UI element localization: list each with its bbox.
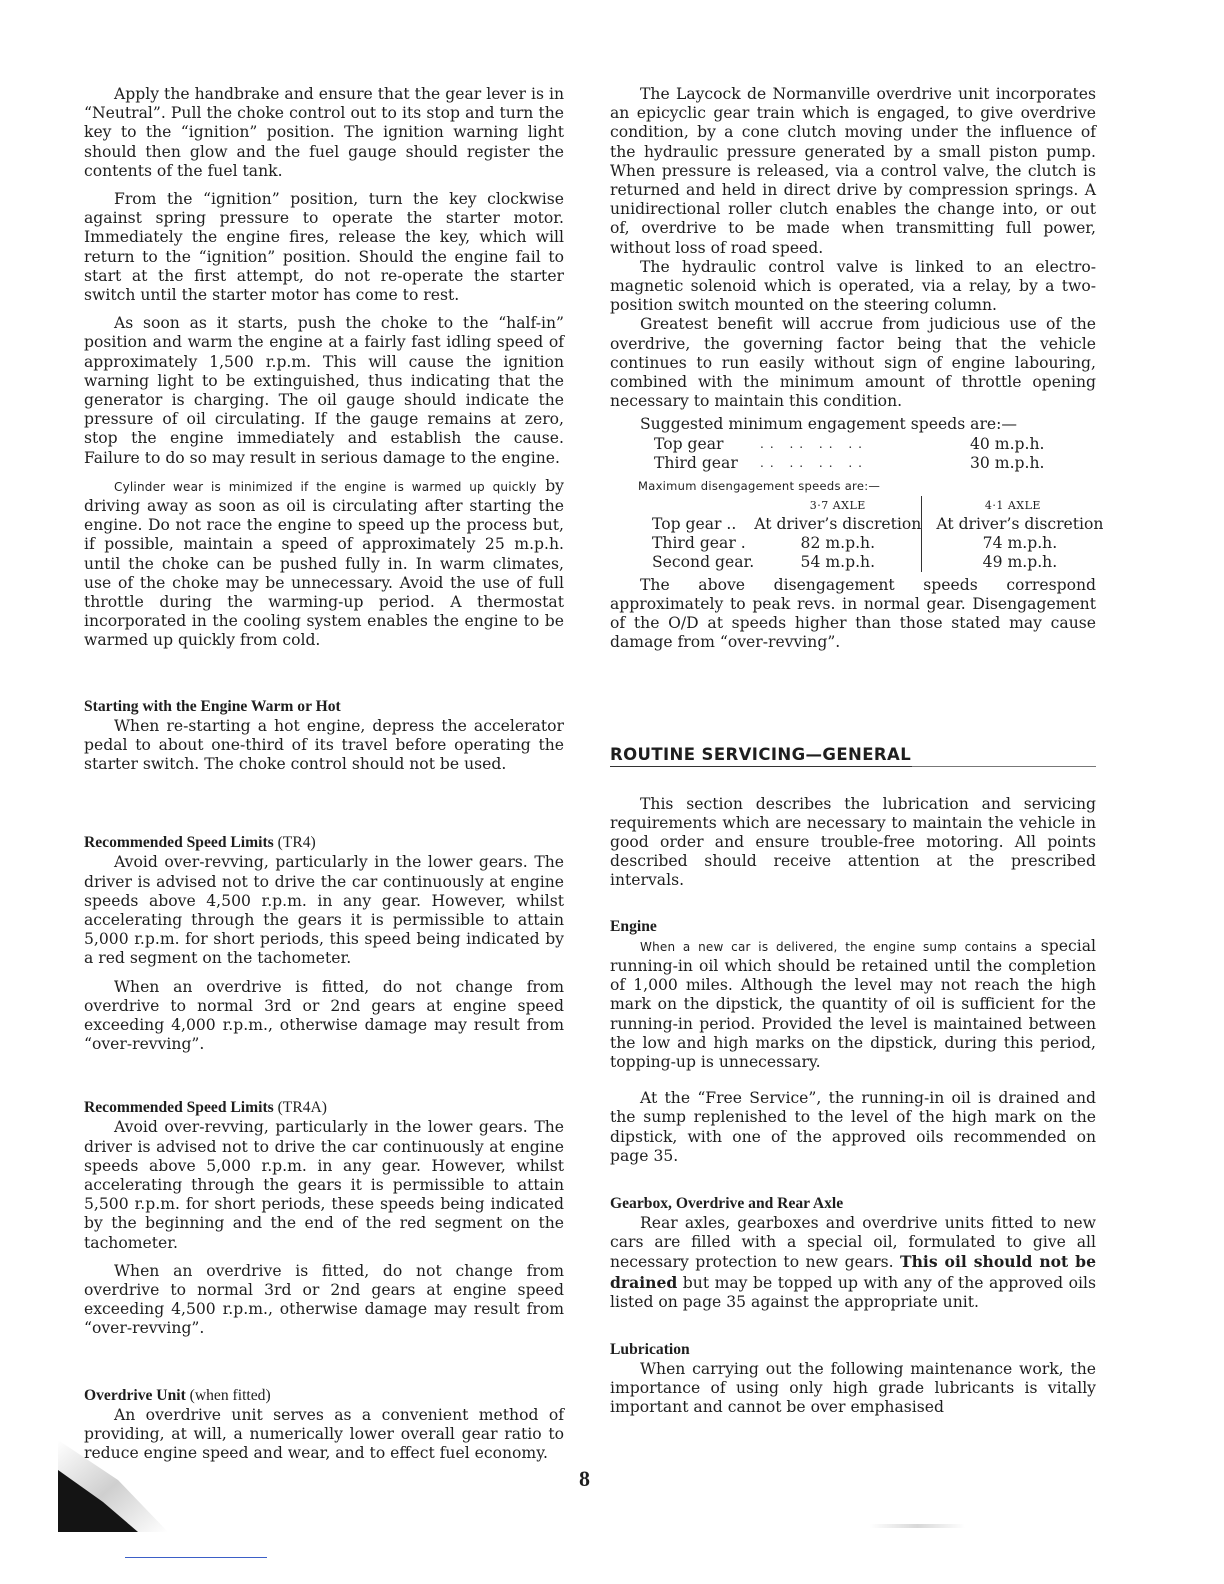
engine-lead: When a new car is delivered, the engine sump contains a — [640, 939, 1033, 954]
disengagement-speeds-table — [652, 496, 1103, 572]
heading-gearbox: Gearbox, Overdrive and Rear Axle — [610, 1194, 844, 1212]
disengagement-intro: Maximum disengagement speeds are:— — [638, 478, 881, 493]
paragraph-tr4-overdrive: When an overdrive is fitted, do not change from overdrive to normal 3rd or 2nd gears at engine speed exceeding 4,000 r.p.m., otherwise damage may result from “over-revving”. — [84, 977, 564, 1054]
paragraph-overdrive-unit: An overdrive unit serves as a convenient method of providing, at will, a numerically lower overall gear ratio to reduce engine speed and wear, and to effect fuel economy. — [84, 1405, 564, 1462]
paragraph-engine — [610, 937, 1096, 1072]
disengage-speed-3-7: 54 m.p.h. — [800, 552, 876, 571]
axle-3-7-header: 3·7 AXLE — [809, 498, 866, 512]
axle-4-1-header: 4·1 AXLE — [922, 496, 1104, 515]
paragraph-gearbox — [610, 1214, 1096, 1312]
speed-limits-tr4a-title: Recommended Speed Limits — [84, 1099, 274, 1117]
blue-underline-mark — [125, 1557, 267, 1558]
disengage-speed-3-7: At driver’s discretion — [754, 514, 922, 533]
heading-speed-limits-tr4 — [84, 833, 564, 853]
section-title-routine-servicing: ROUTINE SERVICING—GENERAL — [610, 745, 912, 767]
cylinder-wear-lead: Cylinder wear is minimized if the engine is warmed up quickly — [114, 479, 537, 494]
heading-lubrication: Lubrication — [610, 1340, 690, 1358]
heading-engine: Engine — [610, 917, 657, 935]
scan-corner-shadow — [58, 1440, 168, 1540]
paragraph-ignition: From the “ignition” position, turn the key clockwise against spring pressure to operate the starter motor. Immediately the engine fires, release the key, which will return to the “ignition” position. Should the engine fail to start at the first attempt, do not re-operate the starter switch until the starter motor has come to rest. — [84, 190, 564, 305]
overdrive-unit-title: Overdrive Unit — [84, 1386, 186, 1404]
paragraph-choke: As soon as it starts, push the choke to the “half-in” position and warm the engine at a fairly fast idling speed of approximately 1,500 r.p.m. This will cause the ignition warning light to be extinguished, thus indicating that the generator is charging. The oil gauge should indicate the pressure of oil circulating. If the gauge remains at zero, stop the engine immediately and establish the cause. Failure to do so may result in serious damage to the engine. — [84, 314, 564, 467]
page-number: 8 — [579, 1466, 590, 1491]
cylinder-wear-rest: by driving away as soon as oil is circulating after starting the engine. Do not race the engine to speed up the process but, if possible, maintain a speed of approximately 25 m.p.h. until the choke can be pushed fully in. In warm climates, use of the choke may be unnecessary. Avoid the use of full throttle during the warming-up period. A thermostat incorporated in the cooling system enables the engine to be warmed up quickly from cold. — [84, 476, 564, 650]
engagement-dots: .. .. .. .. — [760, 436, 868, 451]
engagement-speed: 30 m.p.h. — [970, 453, 1045, 472]
paragraph-tr4a-overdrive: When an overdrive is fitted, do not change from overdrive to normal 3rd or 2nd gears at engine speed exceeding 4,500 r.p.m., otherwise damage may result from “over-revving”. — [84, 1261, 564, 1338]
engagement-gear: Third gear — [654, 453, 738, 472]
disengage-gear: Top gear .. — [652, 514, 737, 533]
routine-servicing-heading-rule — [610, 745, 1096, 767]
speed-limits-tr4a-suffix: (TR4A) — [273, 1099, 327, 1117]
engagement-speed: 40 m.p.h. — [970, 434, 1045, 453]
gearbox-text-b: but may be topped up with any of the approved oils listed on page 35 against the appropriate unit. — [610, 1273, 1096, 1311]
paragraph-tr4-revving: Avoid over-revving, particularly in the lower gears. The driver is advised not to drive the car continuously at engine speeds above 4,500 r.p.m. in any gear. However, whilst accelerating through the gears it is permissible to attain 5,000 r.p.m. for short periods, this speed being indicated by a red segment on the tachometer. — [84, 853, 564, 968]
speed-limits-tr4-suffix: (TR4) — [273, 834, 316, 852]
heading-overdrive-unit — [84, 1386, 564, 1406]
right-column — [610, 85, 1104, 1418]
engagement-dots: .. .. .. .. — [760, 455, 868, 470]
engagement-intro: Suggested minimum engagement speeds are:— — [640, 415, 1017, 434]
paragraph-free-service: At the “Free Service”, the running-in oil is drained and the sump replenished to the level of the high mark on the dipstick, with one of the approved oils recommended on page 35. — [610, 1089, 1096, 1165]
engine-rest: special running-in oil which should be retained until the completion of 1,000 miles. Although the level may not reach the high mark on the dipstick, the quantity of oil is sufficient for the running-in period. Provided the level is maintained between the low and high marks on the dipstick, during this period, topping-up is unnecessary. — [610, 936, 1096, 1071]
paragraph-engine-warm: When re-starting a hot engine, depress the accelerator pedal to about one-third of its travel before operating the starter switch. The choke control should not be used. — [84, 716, 564, 774]
paragraph-control-valve: The hydraulic control valve is linked to an electro-magnetic solenoid which is operated, via a relay, by a two-position switch mounted on the steering column. — [610, 257, 1096, 315]
scan-smudge — [870, 1524, 965, 1528]
paragraph-handbrake: Apply the handbrake and ensure that the gear lever is in “Neutral”. Pull the choke control out to its stop and turn the key to the “ignition” position. The ignition warning light should then glow and the fuel gauge should register the contents of the fuel tank. — [84, 85, 564, 180]
table-header-row — [652, 496, 1103, 515]
gearbox-bold-note: This oil should not be drained — [610, 1252, 1097, 1292]
table-row — [652, 515, 1103, 534]
paragraph-laycock: The Laycock de Normanville overdrive unit incorporates an epicyclic gear train which is engaged, to give overdrive condition, by a cone clutch moving under the influence of the hydraulic pressure generated by a small piston pump. When pressure is released, via a control valve, the clutch is returned and held in direct drive by compression springs. A unidirectional roller clutch enables the change into, or out of, overdrive to be made when transmitting full power, without loss of road speed. — [610, 85, 1096, 257]
table-row — [652, 553, 1103, 572]
table-row — [654, 435, 1044, 454]
engagement-speeds-table — [654, 435, 1044, 473]
gearbox-text-a: Rear axles, gearboxes and overdrive units fitted to new cars are filled with a special oil, formulated to give all necessary protection to new gears. — [610, 1213, 1096, 1272]
engagement-gear: Top gear — [654, 434, 724, 453]
disengage-gear: Second gear. — [652, 552, 755, 571]
disengage-speed-4-1: 49 m.p.h. — [922, 553, 1104, 572]
paragraph-tr4a-revving: Avoid over-revving, particularly in the lower gears. The driver is advised not to drive the car continuously at engine speeds above 5,000 r.p.m. in any gear. However, whilst accelerating through the gears it is permissible to attain 5,500 r.p.m. for short periods, these speeds being indicated by the beginning and the end of the red segment on the tachometer. — [84, 1118, 564, 1252]
paragraph-cylinder-wear — [84, 477, 564, 651]
heading-speed-limits-tr4a — [84, 1098, 564, 1118]
paragraph-section-description: This section describes the lubrication and servicing requirements which are necessary to maintain the vehicle in good order and ensure trouble-free motoring. All points described should receive attention at the prescribed intervals. — [610, 794, 1096, 890]
disengage-speed-4-1: At driver’s discretion — [922, 515, 1104, 534]
disengage-speed-4-1: 74 m.p.h. — [922, 534, 1104, 553]
paragraph-disengagement-note: The above disengagement speeds correspond approximately to peak revs. in normal gear. Disengagement of the O/D at speeds higher than those stated may cause damage from “over-revving”. — [610, 575, 1096, 652]
disengage-speed-3-7: 82 m.p.h. — [800, 533, 876, 552]
table-row — [652, 534, 1103, 553]
left-column — [84, 85, 564, 1463]
heading-engine-warm: Starting with the Engine Warm or Hot — [84, 697, 341, 715]
speed-limits-tr4-title: Recommended Speed Limits — [84, 834, 274, 852]
table-row — [654, 454, 1044, 473]
overdrive-unit-suffix: (when fitted) — [185, 1386, 271, 1404]
paragraph-greatest-benefit: Greatest benefit will accrue from judicious use of the overdrive, the governing factor being that the vehicle continues to run easily without sign of engine labouring, combined with the minimum amount of throttle opening necessary to maintain this condition. — [610, 315, 1096, 411]
paragraph-lubrication: When carrying out the following maintenance work, the importance of using only high grade lubricants is vitally important and cannot be over emphasised — [610, 1359, 1096, 1417]
disengage-gear: Third gear . — [652, 533, 746, 552]
